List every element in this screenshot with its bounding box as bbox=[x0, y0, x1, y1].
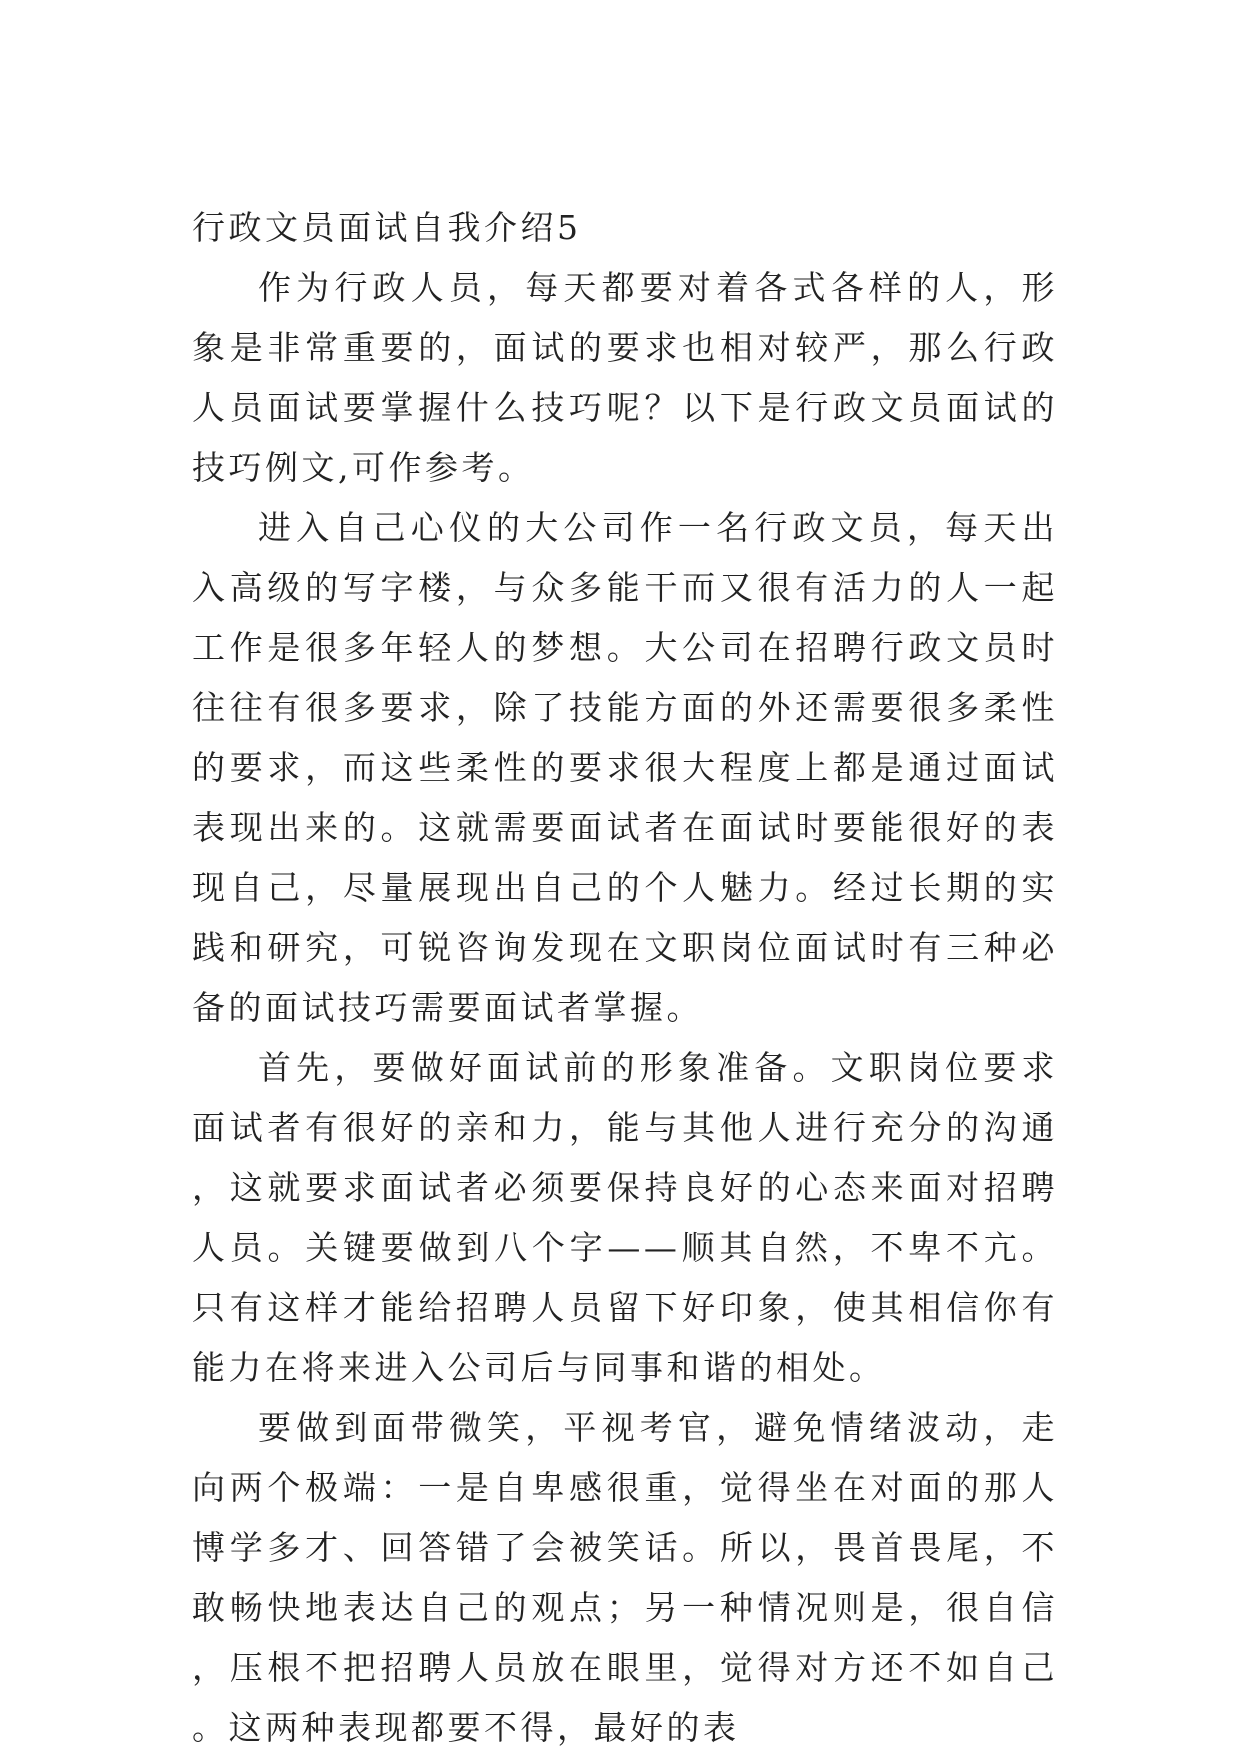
paragraph-attitude: 要做到面带微笑，平视考官，避免情绪波动，走向两个极端：一是自卑感很重，觉得坐在对面的那人博学多才、回答错了会被笑话。所以，畏首畏尾，不敢畅快地表达自己的观点；另一种情况则是，很自信，压根不把招聘人员放在眼里，觉得对方还不如自己。这两种表现都要不得，最好的表 bbox=[192, 1408, 1058, 1747]
document-title: 行政文员面试自我介绍5 bbox=[192, 208, 582, 247]
paragraph-intro: 作为行政人员，每天都要对着各式各样的人，形象是非常重要的，面试的要求也相对较严，那么行政人员面试要掌握什么技巧呢？以下是行政文员面试的技巧例文,可作参考。 bbox=[192, 268, 1058, 487]
paragraph-image-preparation: 首先，要做好面试前的形象准备。文职岗位要求面试者有很好的亲和力，能与其他人进行充分的沟通，这就要求面试者必须要保持良好的心态来面对招聘人员。关键要做到八个字——顺其自然，不卑不亢。只有这样才能给招聘人员留下好印象，使其相信你有能力在将来进入公司后与同事和谐的相处。 bbox=[192, 1048, 1058, 1387]
document-body bbox=[192, 198, 1058, 1758]
paragraph-background: 进入自己心仪的大公司作一名行政文员，每天出入高级的写字楼，与众多能干而又很有活力的人一起工作是很多年轻人的梦想。大公司在招聘行政文员时往往有很多要求，除了技能方面的外还需要很多柔性的要求，而这些柔性的要求很大程度上都是通过面试表现出来的。这就需要面试者在面试时要能很好的表现自己，尽量展现出自己的个人魅力。经过长期的实践和研究，可锐咨询发现在文职岗位面试时有三种必备的面试技巧需要面试者掌握。 bbox=[192, 508, 1058, 1027]
